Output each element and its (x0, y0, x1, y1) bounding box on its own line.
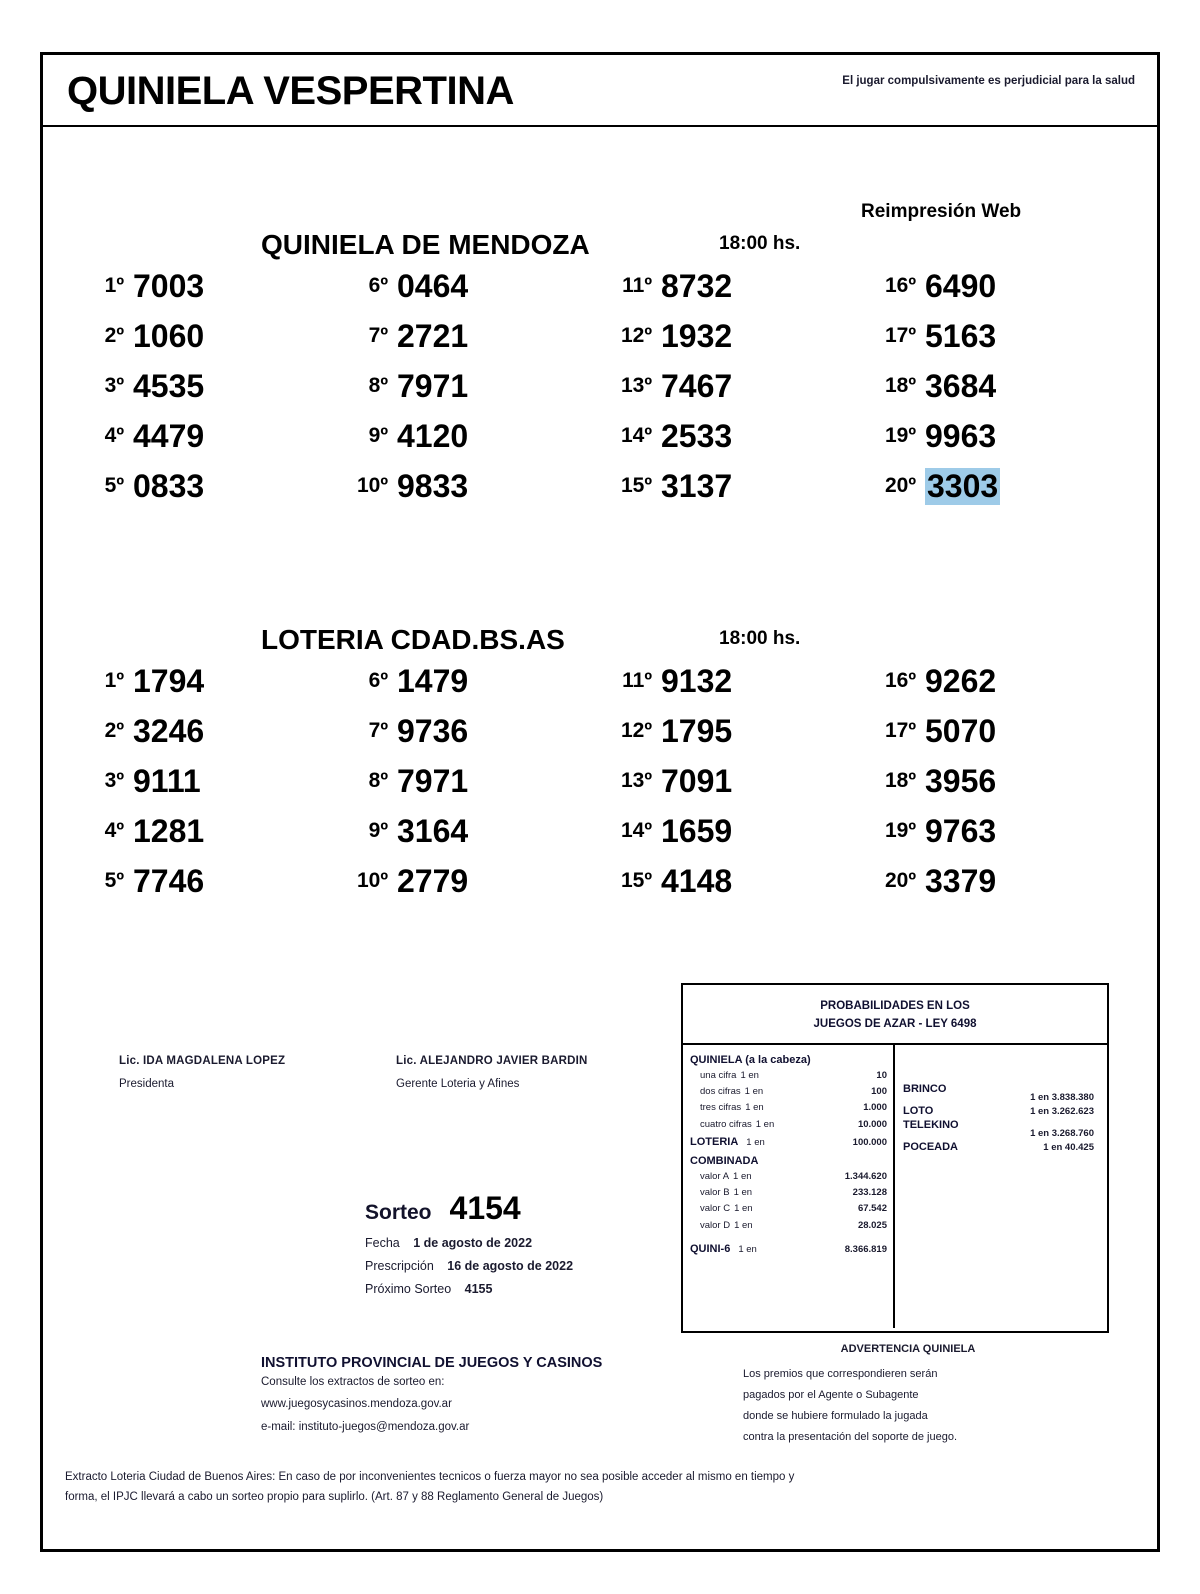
odds-label: valor D (700, 1219, 731, 1231)
result-entry (609, 311, 873, 361)
result-entry (81, 706, 345, 756)
result-entry (81, 411, 345, 461)
page-title: QUINIELA VESPERTINA (67, 69, 514, 113)
odds-value: 233.128 (852, 1187, 887, 1199)
result-entry (609, 756, 873, 806)
result-number-highlighted: 3303 (927, 467, 999, 504)
quiniela-odds-list (690, 1068, 887, 1133)
result-position: 14º (620, 819, 652, 842)
result-number: 2533 (661, 417, 733, 454)
institute-title: INSTITUTO PROVINCIAL DE JUEGOS Y CASINOS (261, 1355, 603, 1371)
result-entry (345, 856, 609, 906)
draw-title: LOTERIA CDAD.BS.AS (261, 624, 565, 655)
result-entry (81, 361, 345, 411)
result-position: 10º (356, 869, 388, 892)
draw-results-grid (43, 656, 1157, 906)
odds-label: cuatro cifras (700, 1118, 752, 1130)
result-number: 1060 (133, 317, 205, 354)
signature-name: Lic. IDA MAGDALENA LOPEZ (119, 1055, 286, 1067)
result-entry (609, 461, 873, 511)
institute-website[interactable]: www.juegosycasinos.mendoza.gov.ar (261, 1398, 452, 1411)
game-odds-entry (903, 1105, 1100, 1117)
result-entry (345, 361, 609, 411)
result-entry (345, 461, 609, 511)
odds-connector: 1 en (744, 1085, 764, 1097)
advertencia-title: ADVERTENCIA QUINIELA (840, 1343, 976, 1355)
sorteo-heading (365, 1190, 573, 1227)
odds-value: 100 (871, 1085, 887, 1097)
result-number: 0833 (133, 467, 205, 504)
draw-section (43, 600, 1157, 899)
result-number: 7003 (133, 267, 205, 304)
draw-time: 18:00 hs. (719, 233, 801, 254)
result-number: 2721 (397, 317, 469, 354)
draw-header (43, 600, 1157, 656)
result-number: 7467 (661, 367, 733, 404)
institute-consult-line: Consulte los extractos de sorteo en: (261, 1376, 445, 1388)
sorteo-prescripcion-label: Prescripción (365, 1259, 434, 1273)
result-number: 9763 (925, 812, 997, 849)
odds-value: 1.000 (863, 1102, 887, 1114)
result-position: 20º (884, 869, 916, 892)
game-name: LOTO (903, 1104, 934, 1117)
sorteo-proximo-label: Próximo Sorteo (365, 1282, 452, 1296)
quini6-label: QUINI-6 (690, 1243, 731, 1256)
quiniela-odds-row (690, 1100, 887, 1116)
probabilities-title (683, 985, 1107, 1045)
quiniela-odds-row (690, 1068, 887, 1084)
result-entry (873, 806, 1137, 856)
probabilities-left-column (683, 1045, 895, 1328)
result-entry (81, 806, 345, 856)
result-entry (81, 756, 345, 806)
game-odds: 1 en 40.425 (1043, 1141, 1094, 1153)
game-name: BRINCO (903, 1082, 947, 1095)
result-position: 13º (620, 769, 652, 792)
result-position: 8º (368, 374, 388, 397)
game-odds: 1 en 3.262.623 (1030, 1105, 1094, 1117)
quini6-value: 8.366.819 (844, 1244, 887, 1256)
result-position: 14º (620, 424, 652, 447)
result-number: 2779 (397, 862, 469, 899)
result-position: 17º (884, 324, 916, 347)
result-entry (609, 261, 873, 311)
result-entry (609, 806, 873, 856)
odds-value: 10.000 (857, 1118, 887, 1130)
result-number: 6490 (925, 267, 997, 304)
result-number: 7971 (397, 367, 469, 404)
game-odds-entry (903, 1083, 1100, 1103)
game-name: TELEKINO (903, 1118, 959, 1131)
result-entry (873, 756, 1137, 806)
draw-time: 18:00 hs. (719, 628, 801, 649)
result-position: 2º (104, 324, 124, 347)
result-position: 5º (104, 869, 124, 892)
result-position: 6º (368, 274, 388, 297)
sorteo-fecha-value: 1 de agosto de 2022 (413, 1236, 533, 1250)
advertencia-line: donde se hubiere formulado la jugada (743, 1410, 928, 1423)
sorteo-proximo-value: 4155 (464, 1282, 493, 1296)
odds-label: valor A (700, 1170, 730, 1182)
result-position: 4º (104, 424, 124, 447)
result-position: 1º (104, 669, 124, 692)
result-number: 1932 (661, 317, 733, 354)
odds-label: valor B (700, 1187, 730, 1199)
probabilities-columns (683, 1045, 1107, 1328)
result-number: 7746 (133, 862, 205, 899)
quini6-odds-row (690, 1240, 887, 1260)
result-entry (81, 261, 345, 311)
sorteo-proximo-row (365, 1282, 573, 1296)
combinada-odds-list (690, 1169, 887, 1234)
advertencia-block (743, 1343, 1073, 1448)
result-entry (873, 261, 1137, 311)
reprint-web-label: Reimpresión Web (861, 201, 1022, 222)
result-number: 4148 (661, 862, 733, 899)
result-number: 1479 (397, 662, 469, 699)
footer-disclaimer (65, 1467, 1139, 1507)
result-entry (609, 361, 873, 411)
game-odds: 1 en 3.268.760 (1030, 1127, 1094, 1139)
game-odds-entry (903, 1119, 1100, 1139)
result-position: 16º (884, 274, 916, 297)
result-entry (345, 656, 609, 706)
odds-value: 10 (876, 1069, 887, 1081)
institute-email[interactable]: e-mail: instituto-juegos@mendoza.gov.ar (261, 1420, 470, 1433)
odds-connector: 1 en (733, 1187, 753, 1199)
loteria-label: LOTERIA (690, 1135, 739, 1148)
odds-connector: 1 en (734, 1219, 753, 1231)
sorteo-label: Sorteo (365, 1201, 432, 1224)
result-position: 16º (884, 669, 916, 692)
signature-president (119, 1055, 285, 1090)
advertencia-line: Los premios que correspondieren serán (743, 1368, 938, 1380)
result-entry (609, 656, 873, 706)
loteria-en: 1 en (746, 1136, 765, 1148)
result-entry (345, 411, 609, 461)
extract-page (40, 52, 1160, 1552)
result-entry (873, 706, 1137, 756)
result-position: 19º (884, 424, 916, 447)
result-position: 19º (884, 819, 916, 842)
result-position: 7º (368, 719, 388, 742)
result-position: 2º (104, 719, 124, 742)
result-entry (81, 656, 345, 706)
result-position: 3º (104, 769, 124, 792)
result-entry (873, 461, 1137, 511)
result-position: 9º (368, 819, 388, 842)
draw-results-grid (43, 261, 1157, 511)
draw-header (43, 201, 1157, 261)
signature-role: Presidenta (119, 1078, 174, 1090)
result-position: 13º (620, 374, 652, 397)
draw-title: QUINIELA DE MENDOZA (261, 229, 590, 260)
advertencia-line: contra la presentación del soporte de juego. (743, 1431, 958, 1444)
result-position: 10º (356, 474, 388, 497)
sorteo-fecha-row (365, 1236, 573, 1250)
result-position: 15º (620, 474, 652, 497)
result-number: 3164 (397, 812, 469, 849)
loteria-value: 100.000 (852, 1136, 887, 1148)
odds-label: dos cifras (700, 1085, 741, 1097)
footer-line: Extracto Loteria Ciudad de Buenos Aires: En caso de por inconvenientes tecnicos o fuerza mayor no sea posible acceder al mismo en tiempo y (65, 1471, 795, 1483)
odds-connector: 1 en (755, 1118, 775, 1130)
odds-label: tres cifras (700, 1102, 742, 1114)
result-number: 1281 (133, 812, 205, 849)
result-number: 7971 (397, 762, 469, 799)
odds-value: 1.344.620 (844, 1170, 887, 1182)
result-number: 4120 (397, 417, 469, 454)
result-position: 18º (884, 769, 916, 792)
result-position: 1º (104, 274, 124, 297)
result-entry (345, 261, 609, 311)
result-number: 3379 (925, 862, 997, 899)
institute-block (261, 1355, 602, 1438)
result-entry (345, 806, 609, 856)
quiniela-odds-row (690, 1117, 887, 1133)
result-number: 5163 (925, 317, 997, 354)
result-number: 9963 (925, 417, 997, 454)
result-number: 0464 (397, 267, 469, 304)
loteria-odds-row (690, 1133, 887, 1153)
result-position: 12º (620, 324, 652, 347)
result-entry (873, 411, 1137, 461)
footer-line: forma, el IPJC llevará a cabo un sorteo propio para suplirlo. (Art. 87 y 88 Reglamento General de Juegos) (65, 1491, 604, 1504)
draw-section (43, 201, 1157, 504)
quini6-en: 1 en (738, 1244, 757, 1256)
result-position: 12º (620, 719, 652, 742)
result-entry (873, 361, 1137, 411)
result-number: 7091 (661, 762, 733, 799)
result-entry (81, 461, 345, 511)
result-position: 15º (620, 869, 652, 892)
result-position: 8º (368, 769, 388, 792)
result-number: 9132 (661, 662, 733, 699)
sorteo-prescripcion-row (365, 1259, 573, 1273)
advertencia-line: pagados por el Agente o Subagente (743, 1389, 919, 1402)
combinada-odds-row (690, 1185, 887, 1201)
health-warning-text: El jugar compulsivamente es perjudicial para la salud (842, 75, 1135, 87)
quiniela-group-heading: QUINIELA (a la cabeza) (690, 1053, 811, 1066)
probabilities-right-column (895, 1045, 1107, 1328)
result-entry (873, 311, 1137, 361)
sorteo-info (365, 1190, 573, 1296)
result-position: 6º (368, 669, 388, 692)
result-entry (345, 756, 609, 806)
result-entry (345, 311, 609, 361)
sorteo-prescripcion-value: 16 de agosto de 2022 (447, 1259, 574, 1273)
odds-value: 28.025 (857, 1219, 887, 1231)
result-position: 17º (884, 719, 916, 742)
result-entry (873, 856, 1137, 906)
game-odds-entry (903, 1141, 1100, 1153)
result-entry (609, 856, 873, 906)
result-number: 1795 (661, 712, 733, 749)
odds-value: 67.542 (857, 1203, 887, 1215)
signature-name: Lic. ALEJANDRO JAVIER BARDIN (396, 1055, 588, 1067)
signature-manager (396, 1055, 588, 1090)
result-number: 9262 (925, 662, 997, 699)
result-number: 3956 (925, 762, 997, 799)
probabilities-box (681, 983, 1109, 1333)
sorteo-fecha-label: Fecha (365, 1236, 400, 1250)
result-number: 9111 (133, 762, 201, 799)
sorteo-number: 4154 (449, 1190, 521, 1226)
result-position: 18º (884, 374, 916, 397)
game-name: POCEADA (903, 1140, 959, 1153)
result-entry (345, 706, 609, 756)
result-number: 8732 (661, 267, 733, 304)
odds-connector: 1 en (733, 1170, 752, 1182)
combinada-odds-row (690, 1169, 887, 1185)
result-number: 1794 (133, 662, 205, 699)
result-position: 5º (104, 474, 124, 497)
result-entry (81, 856, 345, 906)
result-position: 9º (368, 424, 388, 447)
odds-connector: 1 en (745, 1102, 764, 1114)
combinada-odds-row (690, 1218, 887, 1234)
probabilities-title-line2: JUEGOS DE AZAR - LEY 6498 (813, 1017, 977, 1030)
result-position: 7º (368, 324, 388, 347)
result-number: 5070 (925, 712, 997, 749)
game-odds: 1 en 3.838.380 (1030, 1091, 1094, 1103)
odds-connector: 1 en (740, 1069, 759, 1081)
result-position: 3º (104, 374, 124, 397)
odds-label: valor C (700, 1203, 731, 1215)
result-number: 9833 (397, 467, 469, 504)
result-entry (81, 311, 345, 361)
result-number: 3684 (925, 367, 997, 404)
odds-connector: 1 en (734, 1203, 753, 1215)
result-entry (609, 706, 873, 756)
combinada-odds-row (690, 1201, 887, 1217)
result-number: 4479 (133, 417, 205, 454)
quiniela-odds-row (690, 1084, 887, 1100)
result-position: 11º (622, 669, 652, 692)
signature-role: Gerente Loteria y Afines (396, 1078, 520, 1090)
result-position: 20º (884, 474, 916, 497)
result-number: 9736 (397, 712, 469, 749)
probabilities-title-line1: PROBABILIDADES EN LOS (820, 1000, 970, 1012)
result-number: 3246 (133, 712, 205, 749)
result-position: 11º (622, 274, 652, 297)
document-header (43, 55, 1157, 127)
result-number: 1659 (661, 812, 733, 849)
combinada-group-heading: COMBINADA (690, 1154, 759, 1167)
result-entry (873, 656, 1137, 706)
result-number: 4535 (133, 367, 205, 404)
result-entry (609, 411, 873, 461)
result-position: 4º (104, 819, 124, 842)
odds-label: una cifra (700, 1069, 737, 1081)
result-number: 3137 (661, 467, 733, 504)
